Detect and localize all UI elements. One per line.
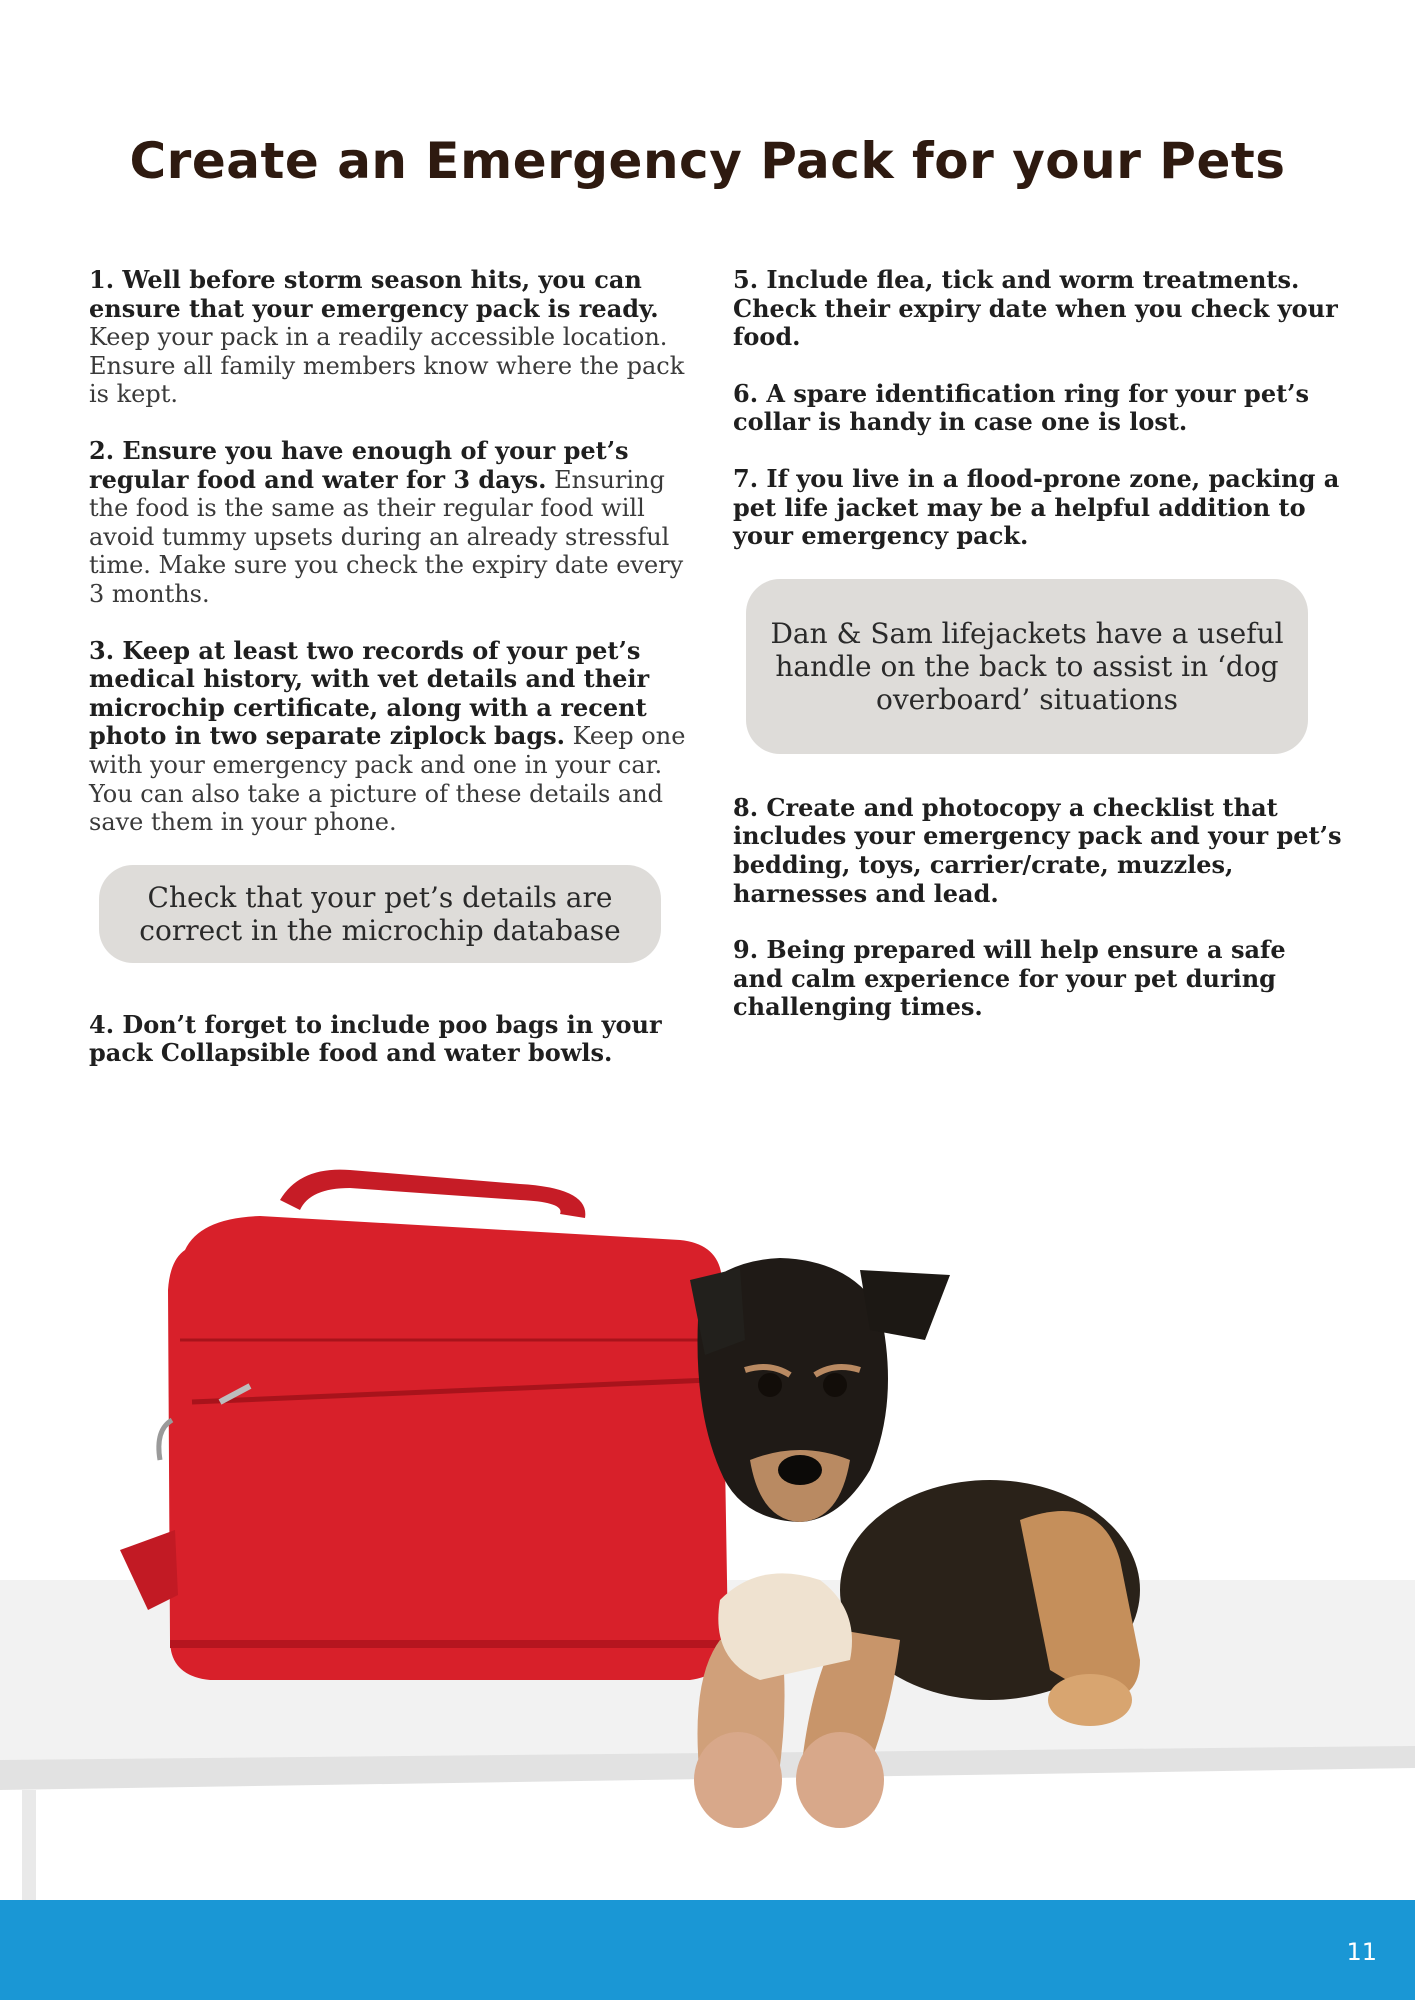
list-item-7: [733, 465, 1343, 551]
item-3-body: Keep one with your emergency pack and one in your car. You can also take a picture of these details and save them in your phone.: [89, 722, 686, 837]
footer-bar: [0, 1900, 1415, 2000]
item-2-body: Ensuring the food is the same as their regular food will avoid tummy upsets during an already stressful time. Make sure you check the expiry date every 3 months.: [89, 465, 684, 608]
right-column: [733, 266, 1343, 1050]
item-2-heading: 2. Ensure you have enough of your pet’s regular food and water for 3 days.: [89, 435, 629, 494]
left-column: [89, 266, 699, 1096]
list-item-5: [733, 266, 1343, 352]
item-5-heading: 5. Include flea, tick and worm treatments. Check their expiry date when you check your food.: [733, 265, 1338, 352]
item-8-heading: 8. Create and photocopy a checklist that includes your emergency pack and your pet’s bedding, toys, carrier/crate, muzzles, harnesses and lead.: [733, 792, 1342, 908]
lifejacket-callout: Dan & Sam lifejackets have a useful handle on the back to assist in ‘dog overboard’ situations: [746, 579, 1308, 754]
item-3-heading: 3. Keep at least two records of your pet’s medical history, with vet details and their microchip certificate, along with a recent photo in two separate ziplock bags.: [89, 635, 650, 751]
page-number: 11: [1346, 1938, 1377, 1966]
list-item-6: [733, 380, 1343, 437]
list-item-4: [89, 1011, 699, 1068]
puppy-with-bag-photo: [0, 1140, 1415, 1900]
list-item-3: [89, 637, 699, 837]
red-bag-illustration: [120, 1170, 728, 1680]
item-7-heading: 7. If you live in a flood-prone zone, packing a pet life jacket may be a helpful addition to your emergency pack.: [733, 463, 1340, 551]
item-6-heading: 6. A spare identification ring for your pet’s collar is handy in case one is lost.: [733, 378, 1310, 437]
item-4-heading: 4. Don’t forget to include poo bags in your pack Collapsible food and water bowls.: [89, 1009, 662, 1068]
list-item-9: [733, 936, 1343, 1022]
list-item-2: [89, 437, 699, 609]
list-item-8: [733, 794, 1343, 908]
list-item-1: [89, 266, 699, 409]
microchip-callout: Check that your pet’s details are correct in the microchip database: [99, 865, 661, 963]
item-9-heading: 9. Being prepared will help ensure a safe and calm experience for your pet during challenging times.: [733, 935, 1286, 1022]
page-title: Create an Emergency Pack for your Pets: [129, 132, 1286, 190]
item-1-heading: 1. Well before storm season hits, you can ensure that your emergency pack is ready.: [89, 265, 659, 323]
item-1-body: Keep your pack in a readily accessible location. Ensure all family members know where the pack is kept.: [89, 323, 685, 409]
